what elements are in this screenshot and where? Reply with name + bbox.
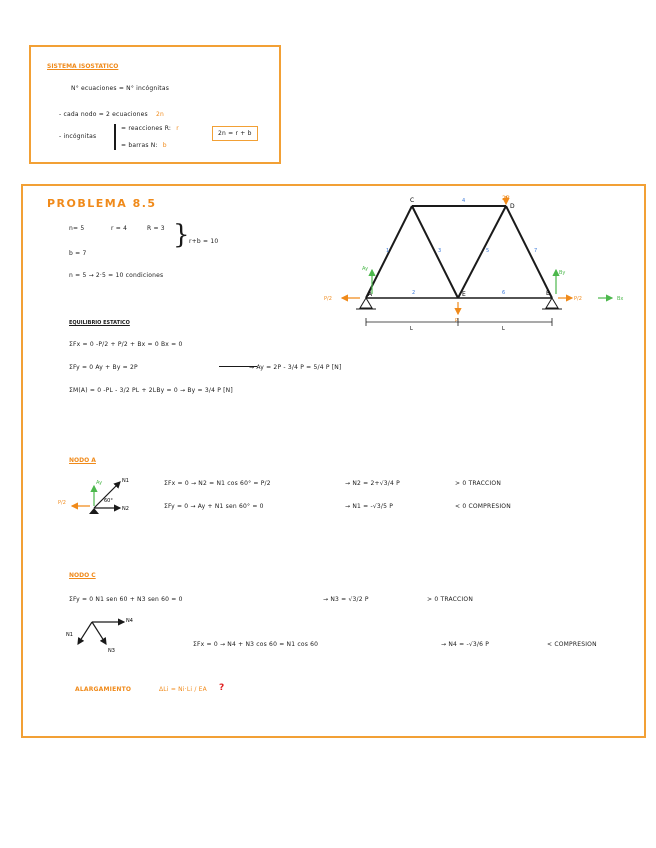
- cond-R: R = 3: [147, 225, 165, 232]
- force-right-label: Bx: [617, 296, 624, 302]
- span-right-label: L: [502, 326, 505, 332]
- load-bottom-label: P: [455, 318, 459, 324]
- stretch-question-mark: ?: [219, 683, 225, 693]
- nodeA-tag-1: > 0 TRACCION: [455, 480, 502, 487]
- nodeA-heading: NODO A: [69, 457, 96, 464]
- nodeA-ay-label: Ay: [96, 480, 103, 486]
- nodeA-res-1: → N2 = 2+√3/4 P: [345, 480, 400, 487]
- summary-line-2-var: 2n: [156, 111, 165, 118]
- nodeA-eq-1: ΣFx = 0 → N2 = N1 cos 60° = P/2: [164, 480, 271, 487]
- stretch-label: ALARGAMIENTO: [75, 686, 132, 693]
- static-eq-2: ΣFy = 0 Ay + By = 2P: [69, 364, 138, 371]
- nodeC-res-1: → N3 = √3/2 P: [323, 596, 369, 603]
- summary-line-3-label: - incógnitas: [59, 133, 97, 140]
- load-right-label: P/2: [574, 296, 582, 302]
- bar-DE: [458, 206, 506, 298]
- nodeA-res-2: → N1 = -√3/5 P: [345, 503, 394, 510]
- nodeC-tag-1: > 0 TRACCION: [427, 596, 474, 603]
- nodeC-eq-2: ΣFx = 0 → N4 + N3 cos 60 = N1 cos 60: [193, 641, 319, 648]
- nodeA-eq-2: ΣFy = 0 → Ay + N1 sen 60° = 0: [164, 503, 264, 510]
- node-D-label: D: [510, 203, 515, 210]
- summary-line-1: N° ecuaciones = N° incógnitas: [71, 85, 170, 92]
- summary-line-2: [59, 111, 164, 118]
- problem-title: PROBLEMA 8.5: [47, 197, 157, 210]
- static-eq-2-result: → Ay = 2P - 3/4 P = 5/4 P [N]: [249, 364, 342, 371]
- bar-label-2: 2: [412, 290, 416, 296]
- static-eq-3: ΣM(A) = 0 -PL - 3/2 PL + 2LBy = 0 → By = 3/4 P [N]: [69, 387, 233, 394]
- bar-label-6: 6: [502, 290, 506, 296]
- load-top-label: 2P: [502, 195, 510, 202]
- nodeA-p-label: P/2: [58, 500, 66, 506]
- nodeA-tag-2: < 0 COMPRESION: [455, 503, 511, 510]
- react-A-label: Ay: [362, 266, 369, 272]
- bar-CE: [412, 206, 458, 298]
- node-B-label: B: [546, 290, 551, 297]
- bar-label-7: 7: [534, 248, 538, 254]
- summary-line-2-text: - cada nodo = 2 ecuaciones: [59, 111, 148, 118]
- summary-line-3a-var: r: [176, 125, 179, 132]
- cond-b: b = 7: [69, 250, 87, 257]
- static-heading: EQUILIBRIO ESTATICO: [69, 320, 130, 326]
- react-B-label: By: [559, 270, 566, 276]
- truss-diagram: [316, 190, 656, 335]
- bar-label-3: 3: [438, 248, 442, 254]
- cond-n: n= 5: [69, 225, 85, 232]
- summary-bracket: [114, 124, 116, 150]
- nodeC-free-body: [64, 614, 144, 658]
- support-A: [360, 298, 372, 308]
- nodeA-angle-label: 60°: [104, 498, 113, 504]
- summary-line-3a: [121, 125, 179, 132]
- stretch-formula: ΔLi = Ni·Li / EA: [159, 686, 207, 693]
- bar-label-1: 1: [386, 248, 390, 254]
- summary-formula: 2n = r + b: [212, 126, 258, 141]
- nodeC-n4-label: N4: [126, 618, 133, 624]
- summary-box: [29, 45, 281, 164]
- nodeA-free-body: [56, 470, 136, 520]
- summary-line-3b: [121, 142, 167, 149]
- node-C-label: C: [410, 197, 415, 204]
- summary-title: SISTEMA ISOSTATICO: [47, 63, 119, 70]
- nodeC-heading: NODO C: [69, 572, 96, 579]
- nodeC-res-2: → N4 = -√3/6 P: [441, 641, 490, 648]
- nodeA-n2-label: N2: [122, 506, 129, 512]
- node-E-label: E: [462, 291, 466, 298]
- summary-line-3a-text: = reacciones R:: [121, 125, 172, 132]
- span-left-label: L: [410, 326, 413, 332]
- nodeC-eq-1: ΣFy = 0 N1 sen 60 + N3 sen 60 = 0: [69, 596, 183, 603]
- load-left-label: P/2: [324, 296, 332, 302]
- cond-sum: r+b = 10: [189, 238, 219, 245]
- static-eq-1: ΣFx = 0 -P/2 + P/2 + Bx = 0 Bx = 0: [69, 341, 183, 348]
- cond-r: r = 4: [111, 225, 128, 232]
- bar-label-5: 5: [486, 248, 490, 254]
- summary-line-3b-var: b: [162, 142, 167, 149]
- nodeC-tag-2: < COMPRESION: [547, 641, 597, 648]
- nodeC-n3-label: N3: [108, 648, 115, 654]
- nodeC-n1-label: N1: [66, 632, 73, 638]
- cond-brace: }: [173, 220, 190, 250]
- cond-total: n = 5 → 2·5 = 10 condiciones: [69, 272, 164, 279]
- support-B: [546, 298, 558, 308]
- node-A-label: A: [368, 291, 373, 298]
- bar-label-4: 4: [462, 198, 466, 204]
- nodeA-n1-label: N1: [122, 478, 129, 484]
- bar-DB: [506, 206, 552, 298]
- summary-line-3b-text: = barras N:: [121, 142, 158, 149]
